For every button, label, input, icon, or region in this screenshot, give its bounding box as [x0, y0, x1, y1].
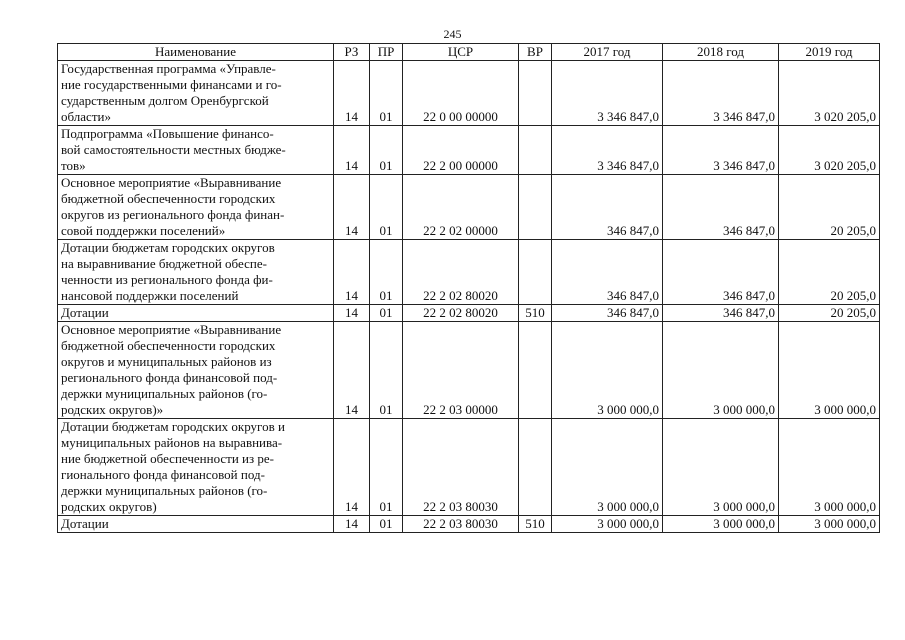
table-body	[58, 61, 880, 533]
cell-pr: 01	[370, 322, 403, 419]
cell-pr: 01	[370, 516, 403, 533]
table-header	[58, 44, 880, 61]
cell-csr: 22 0 00 00000	[403, 61, 519, 126]
header-rz: РЗ	[334, 44, 370, 61]
cell-vr	[519, 240, 552, 305]
cell-2019: 20 205,0	[779, 175, 880, 240]
name-line: родских округов)	[61, 499, 157, 514]
cell-2019: 3 000 000,0	[779, 322, 880, 419]
cell-rz: 14	[334, 126, 370, 175]
header-csr: ЦСР	[403, 44, 519, 61]
cell-vr	[519, 61, 552, 126]
name-line: ченности из регионального фонда фи-	[61, 272, 273, 287]
cell-2018: 346 847,0	[663, 175, 779, 240]
cell-name	[58, 322, 334, 419]
name-line: ние государственными финансами и го-	[61, 77, 282, 92]
cell-2018: 3 000 000,0	[663, 516, 779, 533]
table-row	[58, 240, 880, 305]
header-2017: 2017 год	[552, 44, 663, 61]
name-line: Дотации бюджетам городских округов	[61, 240, 275, 255]
page-number: 245	[443, 27, 462, 41]
header-row	[58, 44, 880, 61]
name-line: Дотации	[61, 516, 109, 531]
name-line: Подпрограмма «Повышение финансо-	[61, 126, 274, 141]
name-line: Основное мероприятие «Выравнивание	[61, 175, 282, 190]
cell-vr	[519, 419, 552, 516]
cell-pr: 01	[370, 419, 403, 516]
table-row	[58, 175, 880, 240]
cell-vr: 510	[519, 305, 552, 322]
cell-name	[58, 240, 334, 305]
cell-2019: 3 020 205,0	[779, 126, 880, 175]
cell-2017: 346 847,0	[552, 175, 663, 240]
name-line: сударственным долгом Оренбургской	[61, 93, 269, 108]
name-line: вой самостоятельности местных бюдже-	[61, 142, 286, 157]
cell-csr: 22 2 00 00000	[403, 126, 519, 175]
cell-pr: 01	[370, 240, 403, 305]
cell-2018: 3 000 000,0	[663, 322, 779, 419]
name-line: совой поддержки поселений»	[61, 223, 226, 238]
cell-csr: 22 2 03 80030	[403, 419, 519, 516]
name-line: гионального фонда финансовой под-	[61, 467, 265, 482]
header-name: Наименование	[58, 44, 334, 61]
table-row	[58, 61, 880, 126]
header-2019: 2019 год	[779, 44, 880, 61]
name-line: бюджетной обеспеченности городских	[61, 338, 276, 353]
cell-2018: 3 346 847,0	[663, 126, 779, 175]
cell-pr: 01	[370, 305, 403, 322]
cell-pr: 01	[370, 126, 403, 175]
cell-name	[58, 419, 334, 516]
cell-2019: 20 205,0	[779, 240, 880, 305]
cell-vr	[519, 322, 552, 419]
cell-csr: 22 2 03 80030	[403, 516, 519, 533]
budget-table	[57, 43, 880, 533]
table-row	[58, 126, 880, 175]
table-row	[58, 516, 880, 533]
name-line: Государственная программа «Управле-	[61, 61, 276, 76]
cell-rz: 14	[334, 61, 370, 126]
name-line: муниципальных районов на выравнива-	[61, 435, 283, 450]
cell-2017: 3 000 000,0	[552, 322, 663, 419]
name-line: нансовой поддержки поселений	[61, 288, 239, 303]
name-line: области»	[61, 109, 111, 124]
header-2018: 2018 год	[663, 44, 779, 61]
name-line: на выравнивание бюджетной обеспе-	[61, 256, 267, 271]
cell-2017: 3 000 000,0	[552, 516, 663, 533]
cell-2017: 346 847,0	[552, 240, 663, 305]
cell-2017: 346 847,0	[552, 305, 663, 322]
cell-csr: 22 2 02 00000	[403, 175, 519, 240]
cell-2018: 3 346 847,0	[663, 61, 779, 126]
cell-2019: 3 000 000,0	[779, 419, 880, 516]
table-row	[58, 419, 880, 516]
name-line: округов из регионального фонда финан-	[61, 207, 285, 222]
name-line: округов и муниципальных районов из	[61, 354, 272, 369]
cell-name	[58, 175, 334, 240]
name-line: ние бюджетной обеспеченности из ре-	[61, 451, 274, 466]
name-line: Дотации бюджетам городских округов и	[61, 419, 285, 434]
name-line: родских округов)»	[61, 402, 164, 417]
cell-csr: 22 2 02 80020	[403, 240, 519, 305]
header-vr: ВР	[519, 44, 552, 61]
cell-2019: 3 000 000,0	[779, 516, 880, 533]
cell-rz: 14	[334, 240, 370, 305]
cell-vr: 510	[519, 516, 552, 533]
cell-pr: 01	[370, 61, 403, 126]
cell-rz: 14	[334, 419, 370, 516]
name-line: Основное мероприятие «Выравнивание	[61, 322, 282, 337]
cell-2018: 346 847,0	[663, 305, 779, 322]
cell-2018: 3 000 000,0	[663, 419, 779, 516]
cell-name	[58, 516, 334, 533]
cell-2017: 3 346 847,0	[552, 61, 663, 126]
cell-pr: 01	[370, 175, 403, 240]
cell-2017: 3 000 000,0	[552, 419, 663, 516]
cell-2019: 3 020 205,0	[779, 61, 880, 126]
name-line: держки муниципальных районов (го-	[61, 386, 268, 401]
name-line: регионального фонда финансовой под-	[61, 370, 278, 385]
cell-name	[58, 61, 334, 126]
cell-2019: 20 205,0	[779, 305, 880, 322]
name-line: Дотации	[61, 305, 109, 320]
name-line: бюджетной обеспеченности городских	[61, 191, 276, 206]
cell-name	[58, 126, 334, 175]
cell-2017: 3 346 847,0	[552, 126, 663, 175]
cell-name	[58, 305, 334, 322]
name-line: тов»	[61, 158, 86, 173]
table-row	[58, 322, 880, 419]
cell-rz: 14	[334, 516, 370, 533]
header-pr: ПР	[370, 44, 403, 61]
cell-rz: 14	[334, 322, 370, 419]
cell-2018: 346 847,0	[663, 240, 779, 305]
cell-vr	[519, 126, 552, 175]
cell-vr	[519, 175, 552, 240]
cell-rz: 14	[334, 305, 370, 322]
cell-csr: 22 2 02 80020	[403, 305, 519, 322]
table-row	[58, 305, 880, 322]
cell-rz: 14	[334, 175, 370, 240]
name-line: держки муниципальных районов (го-	[61, 483, 268, 498]
cell-csr: 22 2 03 00000	[403, 322, 519, 419]
